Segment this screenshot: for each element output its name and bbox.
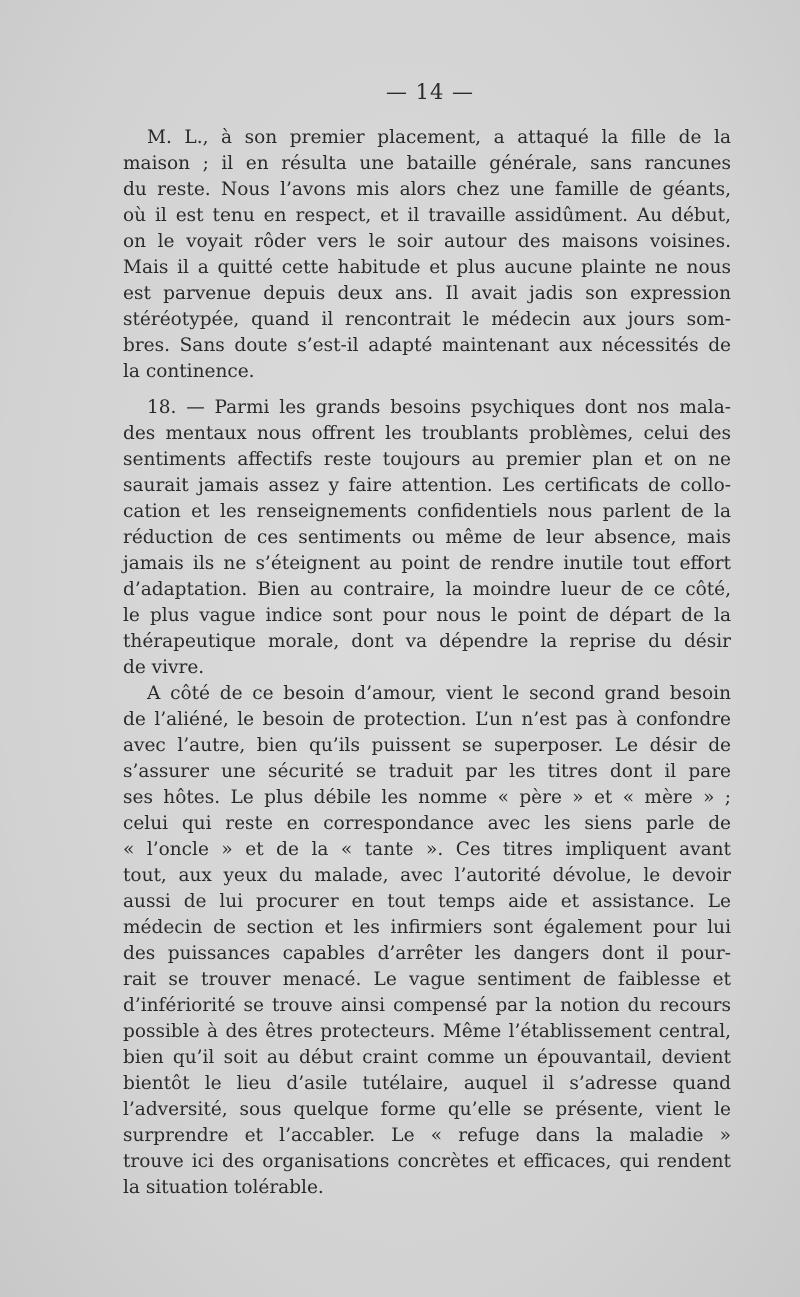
text-line: du reste. Nous l’avons mis alors chez une famille de géants, — [123, 179, 731, 200]
text-line: d’adaptation. Bien au contraire, la moindre lueur de ce côté, — [123, 579, 731, 600]
text-line: où il est tenu en respect, et il travaille assidûment. Au début, — [123, 205, 731, 226]
text-line: réduction de ces sentiments ou même de leur absence, mais — [123, 527, 731, 548]
paragraph — [123, 395, 731, 681]
text-line: jamais ils ne s’éteignent au point de rendre inutile tout effort — [123, 553, 731, 574]
text-line: « l’oncle » et de la « tante ». Ces titres impliquent avant — [123, 839, 731, 860]
text-line: trouve ici des organisations concrètes et efficaces, qui rendent — [123, 1151, 731, 1172]
text-line: M. L., à son premier placement, a attaqué la fille de la — [147, 127, 731, 148]
page-number: — 14 — — [385, 80, 475, 104]
text-line: est parvenue depuis deux ans. Il avait jadis son expression — [123, 283, 731, 304]
text-line: possible à des êtres protecteurs. Même l’établissement central, — [123, 1021, 731, 1042]
text-line: médecin de section et les infirmiers sont également pour lui — [123, 917, 731, 938]
text-line: des puissances capables d’arrêter les dangers dont il pour- — [123, 943, 731, 964]
text-line: sentiments affectifs reste toujours au premier plan et on ne — [123, 449, 731, 470]
text-line: la situation tolérable. — [123, 1177, 324, 1198]
text-line: avec l’autre, bien qu’ils puissent se superposer. Le désir de — [123, 735, 731, 756]
text-line: de l’aliéné, le besoin de protection. L’un n’est pas à confondre — [123, 709, 731, 730]
text-line: Mais il a quitté cette habitude et plus aucune plainte ne nous — [123, 257, 731, 278]
text-line: des mentaux nous offrent les troublants problèmes, celui des — [123, 423, 731, 444]
text-line: on le voyait rôder vers le soir autour des maisons voisines. — [123, 231, 731, 252]
paragraph — [123, 125, 731, 385]
text-line: tout, aux yeux du malade, avec l’autorité dévolue, le devoir — [123, 865, 731, 886]
text-line: 18. — Parmi les grands besoins psychiques dont nos mala- — [147, 397, 731, 418]
text-line: ses hôtes. Le plus débile les nomme « père » et « mère » ; — [123, 787, 731, 808]
paragraph — [123, 681, 731, 1201]
text-line: maison ; il en résulta une bataille générale, sans rancunes — [123, 153, 731, 174]
paragraph-gap — [123, 385, 731, 395]
text-line: celui qui reste en correspondance avec les siens parle de — [123, 813, 731, 834]
text-line: A côté de ce besoin d’amour, vient le second grand besoin — [147, 683, 731, 704]
text-line: la continence. — [123, 361, 255, 382]
text-line: s’assurer une sécurité se traduit par les titres dont il pare — [123, 761, 731, 782]
text-line: aussi de lui procurer en tout temps aide et assistance. Le — [123, 891, 731, 912]
text-line: bien qu’il soit au début craint comme un épouvantail, devient — [123, 1047, 731, 1068]
text-line: d’infériorité se trouve ainsi compensé par la notion du recours — [123, 995, 731, 1016]
text-line: thérapeutique morale, dont va dépendre la reprise du désir — [123, 631, 731, 652]
text-line: surprendre et l’accabler. Le « refuge dans la maladie » — [123, 1125, 731, 1146]
text-line: de vivre. — [123, 657, 205, 678]
text-line: saurait jamais assez y faire attention. Les certificats de collo- — [123, 475, 731, 496]
text-line: rait se trouver menacé. Le vague sentiment de faiblesse et — [123, 969, 731, 990]
text-line: cation et les renseignements confidentiels nous parlent de la — [123, 501, 731, 522]
text-line: bres. Sans doute s’est-il adapté maintenant aux nécessités de — [123, 335, 731, 356]
body-text — [123, 125, 731, 1201]
text-line: bientôt le lieu d’asile tutélaire, auquel il s’adresse quand — [123, 1073, 731, 1094]
text-line: stéréotypée, quand il rencontrait le médecin aux jours som- — [123, 309, 731, 330]
text-line: le plus vague indice sont pour nous le point de départ de la — [123, 605, 731, 626]
text-line: l’adversité, sous quelque forme qu’elle se présente, vient le — [123, 1099, 731, 1120]
